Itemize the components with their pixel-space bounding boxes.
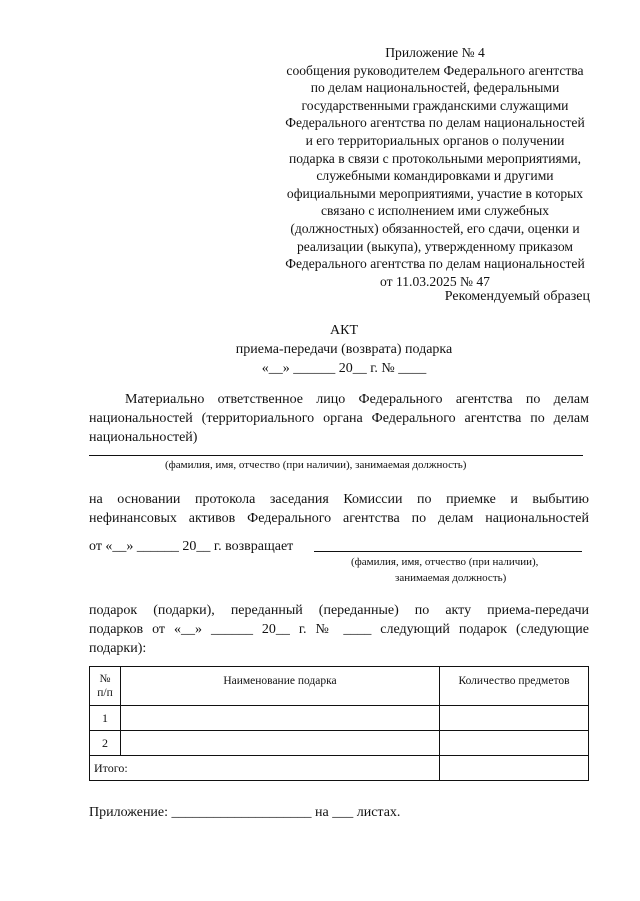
appendix-line: реализации (выкупа), утвержденному приказом — [296, 238, 574, 254]
paragraph-line: национальностей) — [89, 430, 198, 445]
appendix-line: по делам национальностей, федеральными — [310, 80, 560, 96]
gifts-table — [89, 666, 589, 781]
paragraph-line: нефинансовых активов Федерального агентства по делам национальностей — [89, 511, 589, 526]
appendix-line: Федерального агентства по делам национальностей — [285, 256, 585, 272]
sample-label: Рекомендуемый образец — [444, 289, 590, 304]
row-qty-cell — [440, 731, 589, 756]
row-num: 1 — [90, 706, 121, 731]
paragraph-line: Материально ответственное лицо Федерального агентства по делам — [125, 392, 589, 407]
appendix-line: сообщения руководителем Федерального агентства — [286, 62, 584, 78]
appendix-line: связано с исполнением ими служебных — [320, 203, 550, 219]
row-name-cell — [121, 706, 440, 731]
header-num: № п/п — [90, 667, 121, 706]
paragraph-line: подарки): — [89, 641, 147, 656]
caption-name-position: (фамилия, имя, отчество (при наличии), занимаемая должность) — [165, 459, 467, 471]
appendix-line: (должностных) обязанностей, его сдачи, оценки и — [290, 220, 580, 236]
appendix-line: государственными гражданскими служащими — [301, 97, 569, 113]
appendix-line: официальными мероприятиями, участие в которых — [286, 185, 584, 201]
act-title: АКТ — [330, 323, 358, 338]
appendix-title: Приложение № 4 — [385, 45, 485, 60]
header-qty: Количество предметов — [440, 667, 589, 706]
fill-in-line — [89, 455, 583, 456]
row-qty-cell — [440, 706, 589, 731]
row-num: 2 — [90, 731, 121, 756]
appendix-line: и его территориальных органов о получении — [305, 132, 565, 148]
appendix-line: подарка в связи с протокольными мероприятиями, — [288, 150, 582, 166]
row-name-cell — [121, 731, 440, 756]
header-name: Наименование подарка — [121, 667, 440, 706]
paragraph-responsible-person — [89, 390, 589, 447]
return-line: от «__» ______ 20__ г. возвращает — [89, 539, 294, 554]
appendix-block — [278, 44, 592, 290]
paragraph-line: подарков от «__» ______ 20__ г. № ____ следующий подарок (следующие — [89, 622, 589, 637]
paragraph-line: подарок (подарки), переданный (переданные) по акту приема-передачи — [89, 603, 589, 618]
paragraph-line: на основании протокола заседания Комиссии по приемке и выбытию — [89, 492, 589, 507]
caption-position: занимаемая должность) — [395, 572, 507, 584]
attachment-line: Приложение: ____________________ на ___ листах. — [89, 805, 401, 820]
total-qty-cell — [440, 756, 589, 781]
table-row — [90, 731, 589, 756]
table-header-row — [90, 667, 589, 706]
paragraph-basis — [89, 490, 589, 528]
act-date-line: «__» ______ 20__ г. № ____ — [261, 361, 427, 376]
table-total-row — [90, 756, 589, 781]
total-label: Итого: — [90, 756, 440, 781]
fill-in-line — [314, 551, 582, 552]
appendix-line: служебными командировками и другими — [316, 168, 554, 184]
paragraph-line: национальностей (территориального органа Федерального агентства по делам — [89, 411, 589, 426]
appendix-line: Федерального агентства по делам национальностей — [285, 115, 585, 131]
table-row — [90, 706, 589, 731]
appendix-line: от 11.03.2025 № 47 — [380, 273, 490, 289]
act-subtitle: приема-передачи (возврата) подарка — [235, 342, 453, 357]
paragraph-gifts — [89, 601, 589, 658]
caption-name: (фамилия, имя, отчество (при наличии), — [351, 556, 539, 568]
